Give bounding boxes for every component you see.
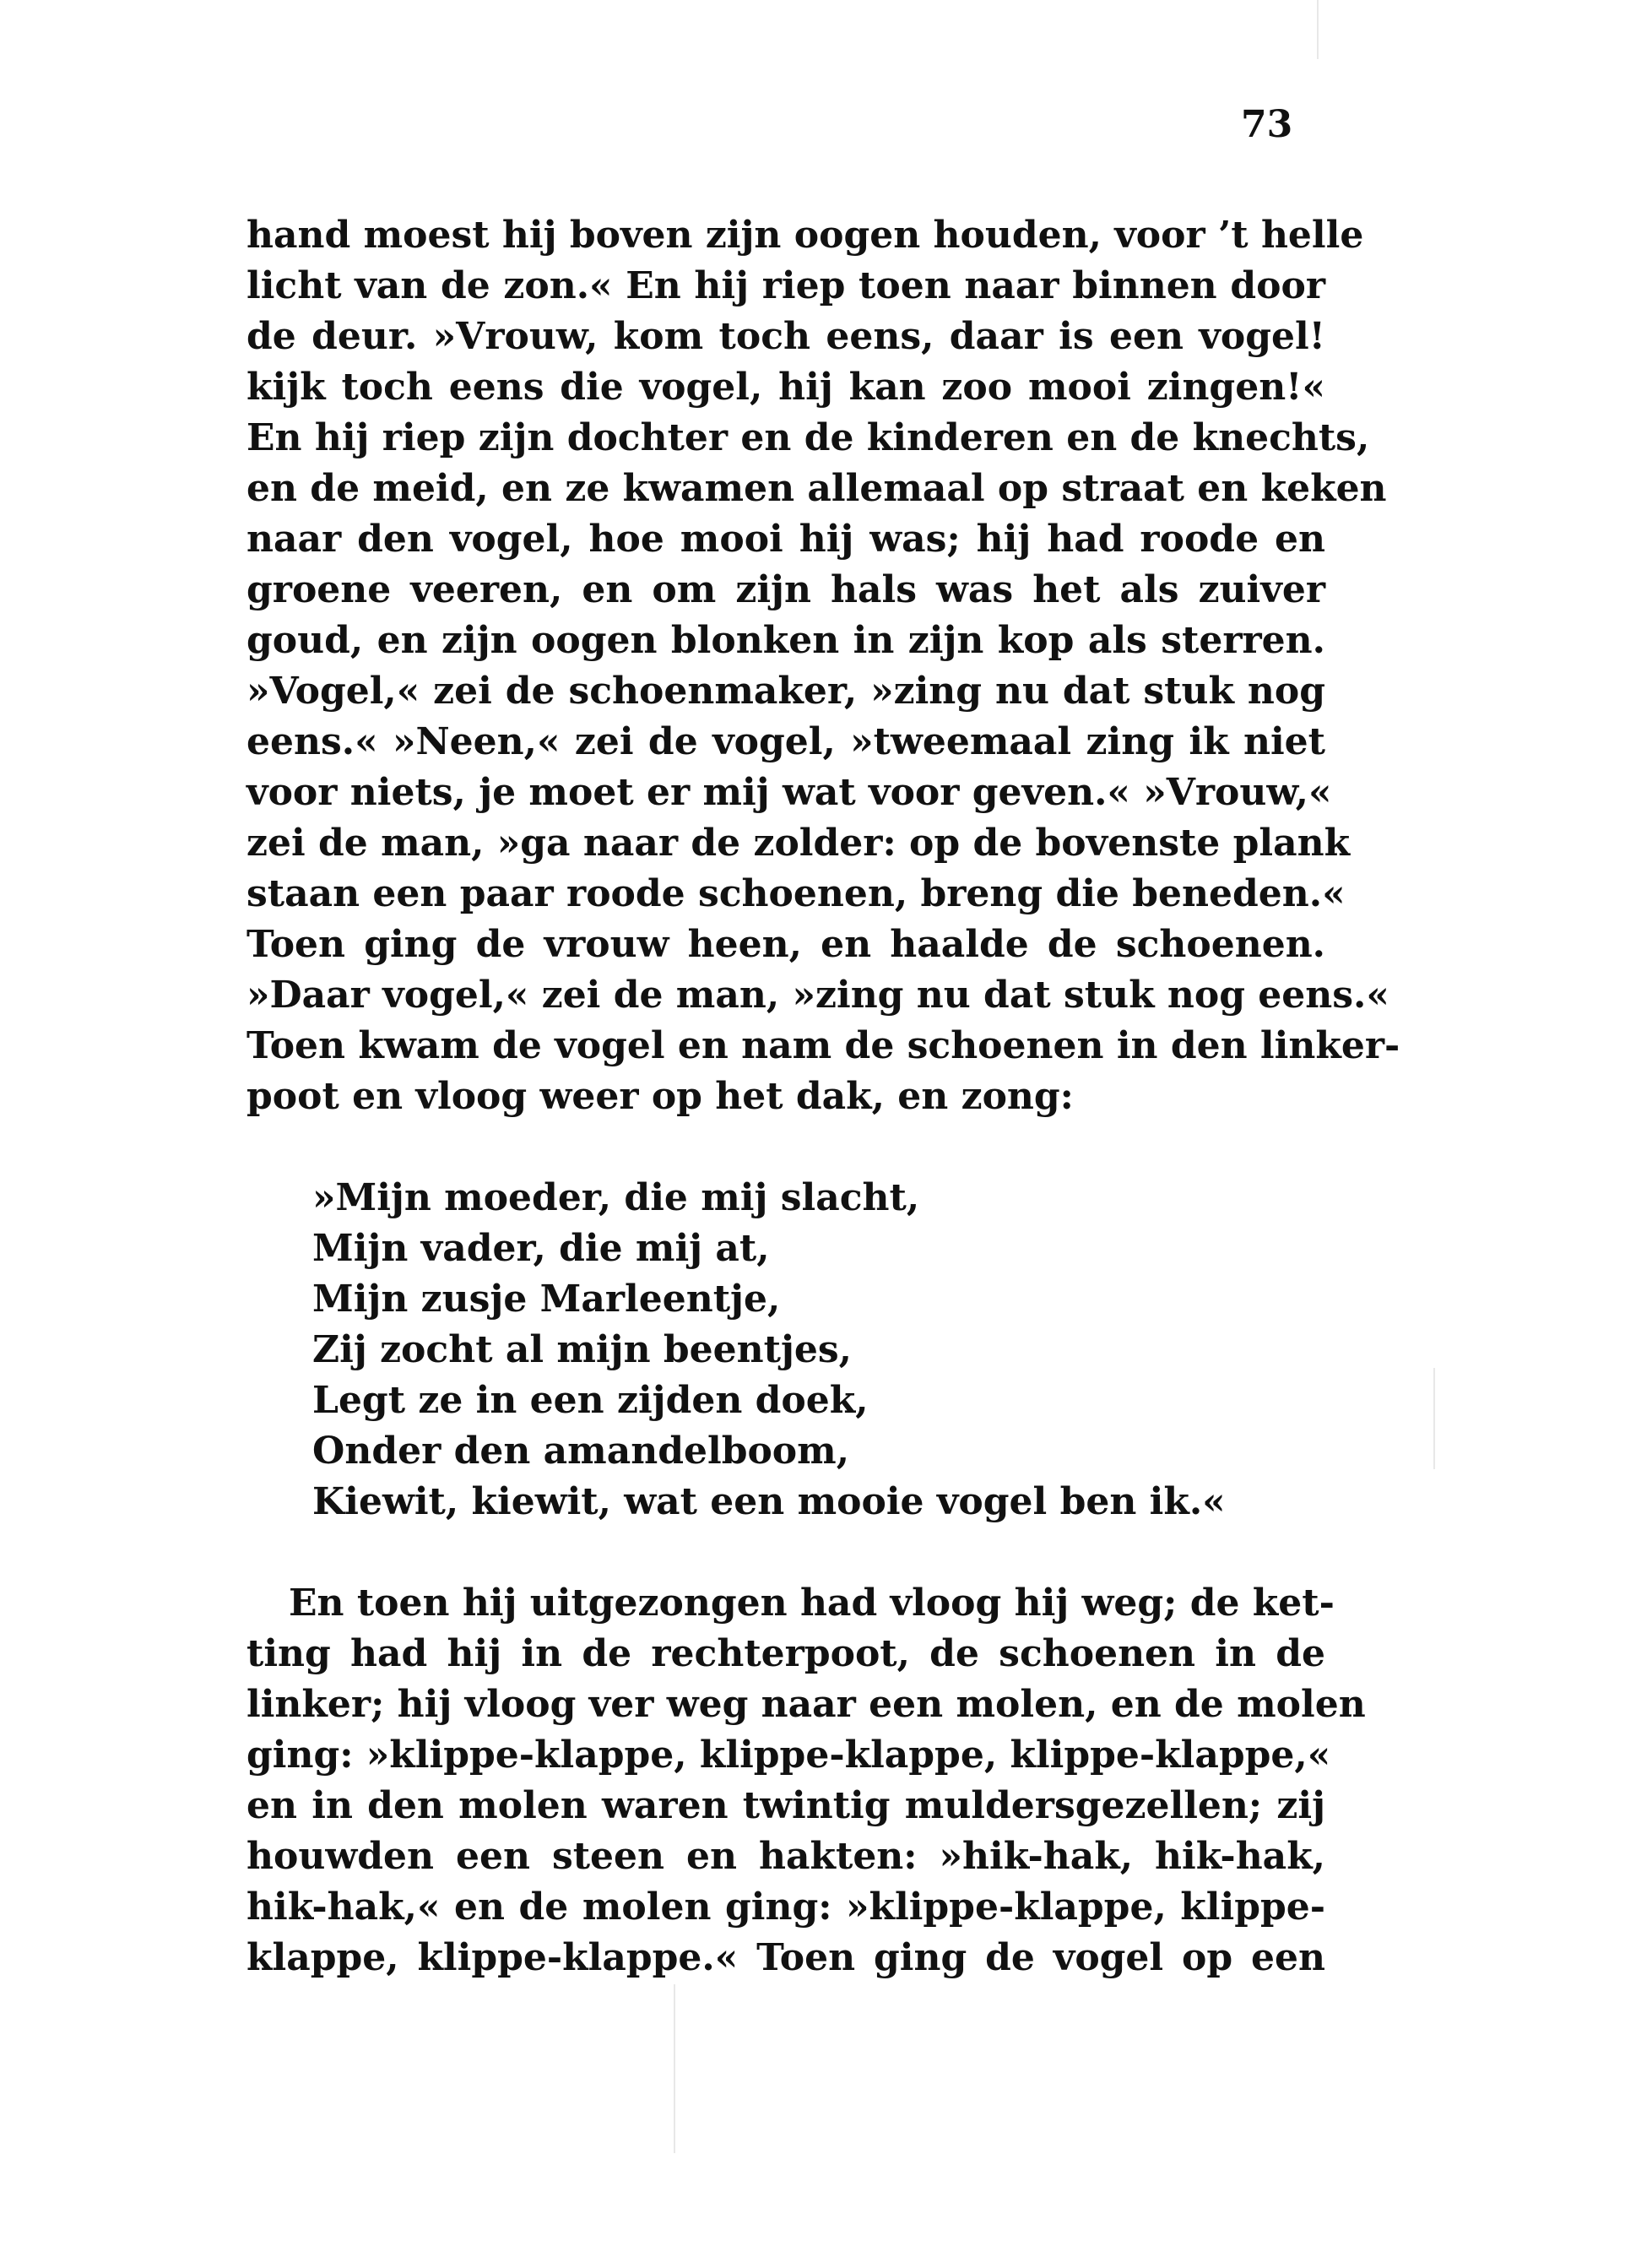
paragraph-2-line: houwden een steen en hakten: »hik-hak, hik-hak, <box>246 1835 1325 1878</box>
paragraph-1-line: licht van de zon.« En hij riep toen naar binnen door <box>246 264 1325 307</box>
scan-margin-mark <box>1317 0 1319 59</box>
paragraph-1-line: »Vogel,« zei de schoenmaker, »zing nu dat stuk nog <box>246 670 1325 713</box>
paragraph-1-line: poot en vloog weer op het dak, en zong: <box>246 1075 1074 1118</box>
paragraph-1-line: Toen ging de vrouw heen, en haalde de schoenen. <box>246 923 1325 966</box>
paragraph-2-line: hik-hak,« en de molen ging: »klippe-klappe, klippe- <box>246 1885 1325 1929</box>
paragraph-1-line: de deur. »Vrouw, kom toch eens, daar is een vogel! <box>246 315 1325 358</box>
paragraph-2-line: klappe, klippe-klappe.« Toen ging de vogel op een <box>246 1936 1325 1979</box>
paragraph-1-line: »Daar vogel,« zei de man, »zing nu dat stuk nog eens.« <box>246 974 1389 1017</box>
paragraph-2-line: En toen hij uitgezongen had vloog hij weg; de ket- <box>289 1582 1335 1625</box>
verse-line: Zij zocht al mijn beentjes, <box>312 1328 852 1371</box>
paragraph-1-line: hand moest hij boven zijn oogen houden, voor ’t helle <box>246 214 1364 257</box>
paragraph-1-line: groene veeren, en om zijn hals was het als zuiver <box>246 568 1325 611</box>
verse-line: Mijn vader, die mij at, <box>312 1227 770 1270</box>
scan-margin-mark <box>1433 1368 1435 1469</box>
paragraph-2-line: en in den molen waren twintig muldersgezellen; zij <box>246 1784 1325 1827</box>
paragraph-1-line: en de meid, en ze kwamen allemaal op straat en keken <box>246 467 1387 510</box>
paragraph-1-line: kijk toch eens die vogel, hij kan zoo mooi zingen!« <box>246 366 1325 409</box>
paragraph-1-line: Toen kwam de vogel en nam de schoenen in den linker- <box>246 1024 1400 1067</box>
paragraph-1-line: En hij riep zijn dochter en de kinderen en de knechts, <box>246 416 1370 459</box>
paragraph-1-line: goud, en zijn oogen blonken in zijn kop als sterren. <box>246 619 1325 662</box>
paragraph-2-line: ging: »klippe-klappe, klippe-klappe, klippe-klappe,« <box>246 1734 1331 1777</box>
page-number: 73 <box>1241 103 1293 146</box>
verse-line: Onder den amandelboom, <box>312 1430 850 1473</box>
paragraph-1-line: zei de man, »ga naar de zolder: op de bovenste plank <box>246 822 1351 865</box>
paragraph-1-line: staan een paar roode schoenen, breng die beneden.« <box>246 872 1346 915</box>
paragraph-2-line: linker; hij vloog ver weg naar een molen, en de molen <box>246 1683 1366 1726</box>
paragraph-1-line: voor niets, je moet er mij wat voor geven.« »Vrouw,« <box>246 771 1332 814</box>
paragraph-1-line: naar den vogel, hoe mooi hij was; hij had roode en <box>246 518 1325 561</box>
verse-line: Legt ze in een zijden doek, <box>312 1379 869 1422</box>
paragraph-1-line: eens.« »Neen,« zei de vogel, »tweemaal zing ik niet <box>246 720 1325 763</box>
verse-line: Mijn zusje Marleentje, <box>312 1278 781 1321</box>
scan-gutter-mark <box>674 1984 675 2153</box>
verse-line: Kiewit, kiewit, wat een mooie vogel ben ik.« <box>312 1480 1226 1523</box>
verse-line: »Mijn moeder, die mij slacht, <box>312 1176 920 1219</box>
paragraph-2-line: ting had hij in de rechterpoot, de schoenen in de <box>246 1632 1325 1675</box>
